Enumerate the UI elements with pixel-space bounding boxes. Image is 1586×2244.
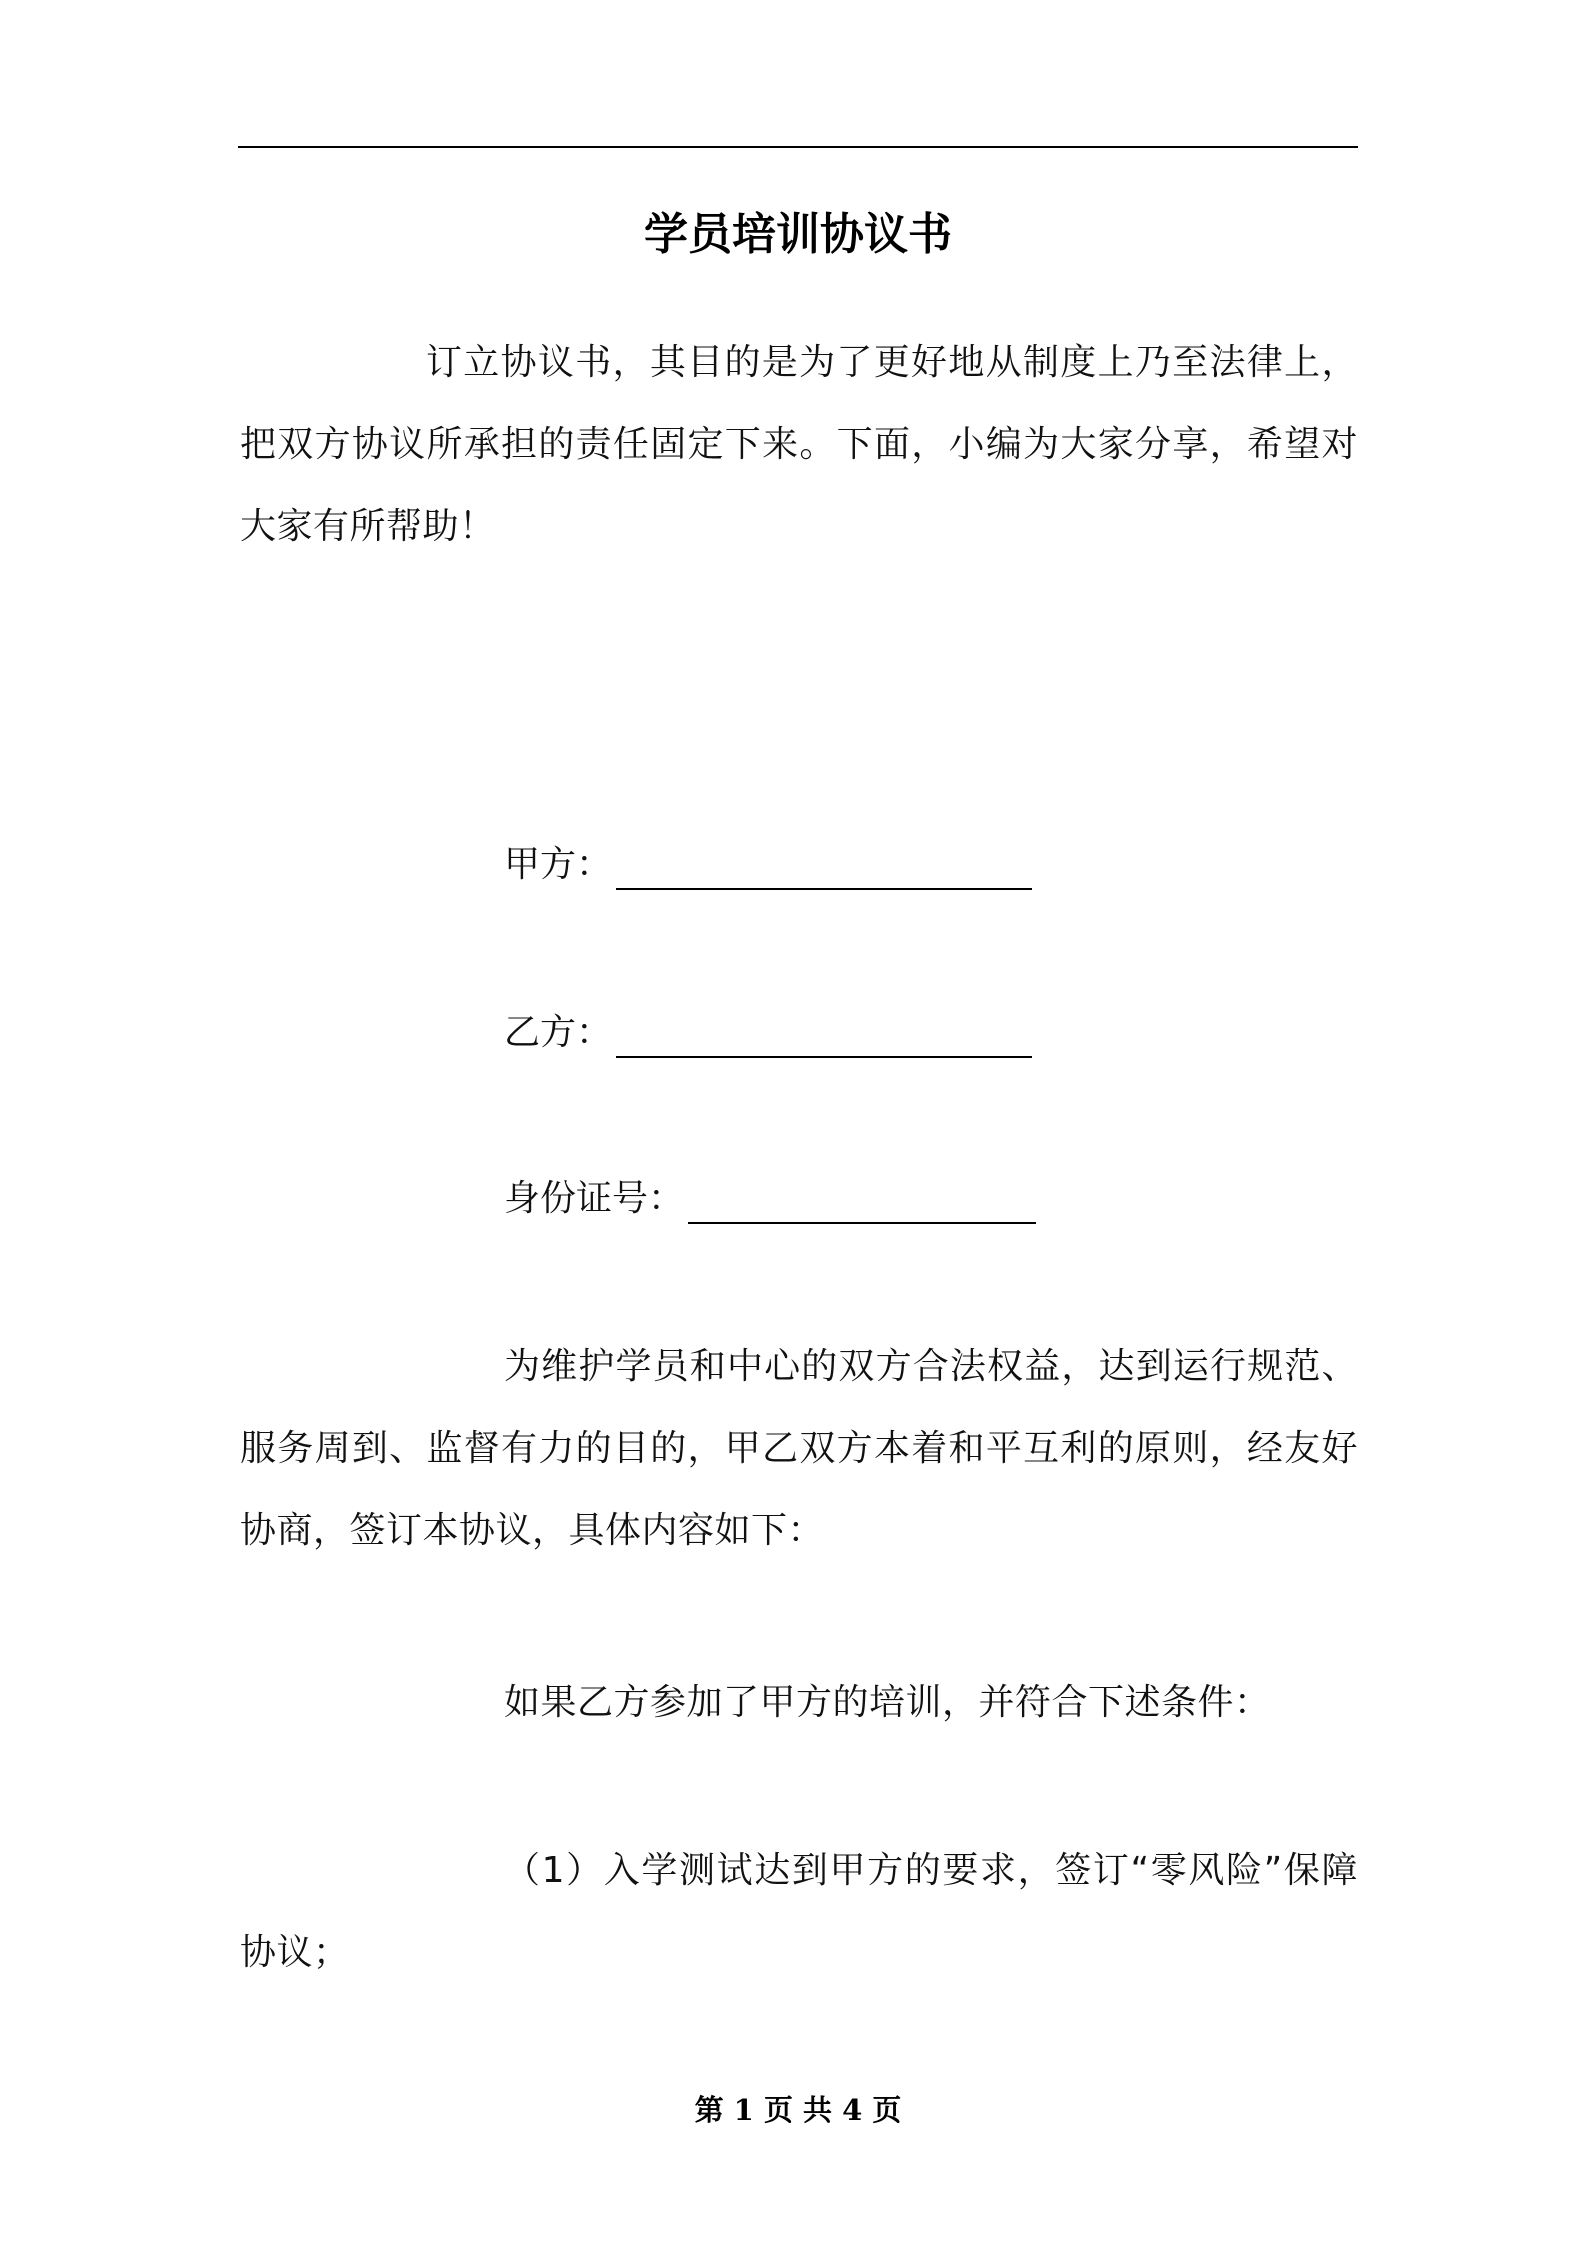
party-b-label: 乙方： bbox=[504, 1012, 613, 1053]
intro-paragraph: 订立协议书，其目的是为了更好地从制度上乃至法律上，把双方协议所承担的责任固定下来。下面，小编为大家分享，希望对大家有所帮助！ bbox=[240, 342, 1358, 547]
party-b-field bbox=[504, 1008, 1032, 1058]
page-indicator: 第 1 页 共 4 页 bbox=[694, 2093, 902, 2127]
id-number-field bbox=[504, 1174, 1036, 1224]
condition-item-1: （1）入学测试达到甲方的要求，签订“零风险”保障协议； bbox=[240, 1850, 1358, 1973]
document-title: 学员培训协议书 bbox=[644, 209, 952, 260]
id-number-blank bbox=[688, 1182, 1036, 1224]
party-b-blank bbox=[616, 1016, 1032, 1058]
header-rule bbox=[238, 146, 1358, 148]
id-number-label: 身份证号： bbox=[504, 1178, 685, 1219]
party-a-blank bbox=[616, 848, 1032, 890]
condition-paragraph: 如果乙方参加了甲方的培训，并符合下述条件： bbox=[504, 1682, 1271, 1723]
party-a-field bbox=[504, 840, 1032, 890]
party-a-label: 甲方： bbox=[504, 844, 613, 885]
terms-paragraph: 为维护学员和中心的双方合法权益，达到运行规范、服务周到、监督有力的目的，甲乙双方本着和平互利的原则，经友好协商，签订本协议，具体内容如下： bbox=[240, 1346, 1358, 1551]
